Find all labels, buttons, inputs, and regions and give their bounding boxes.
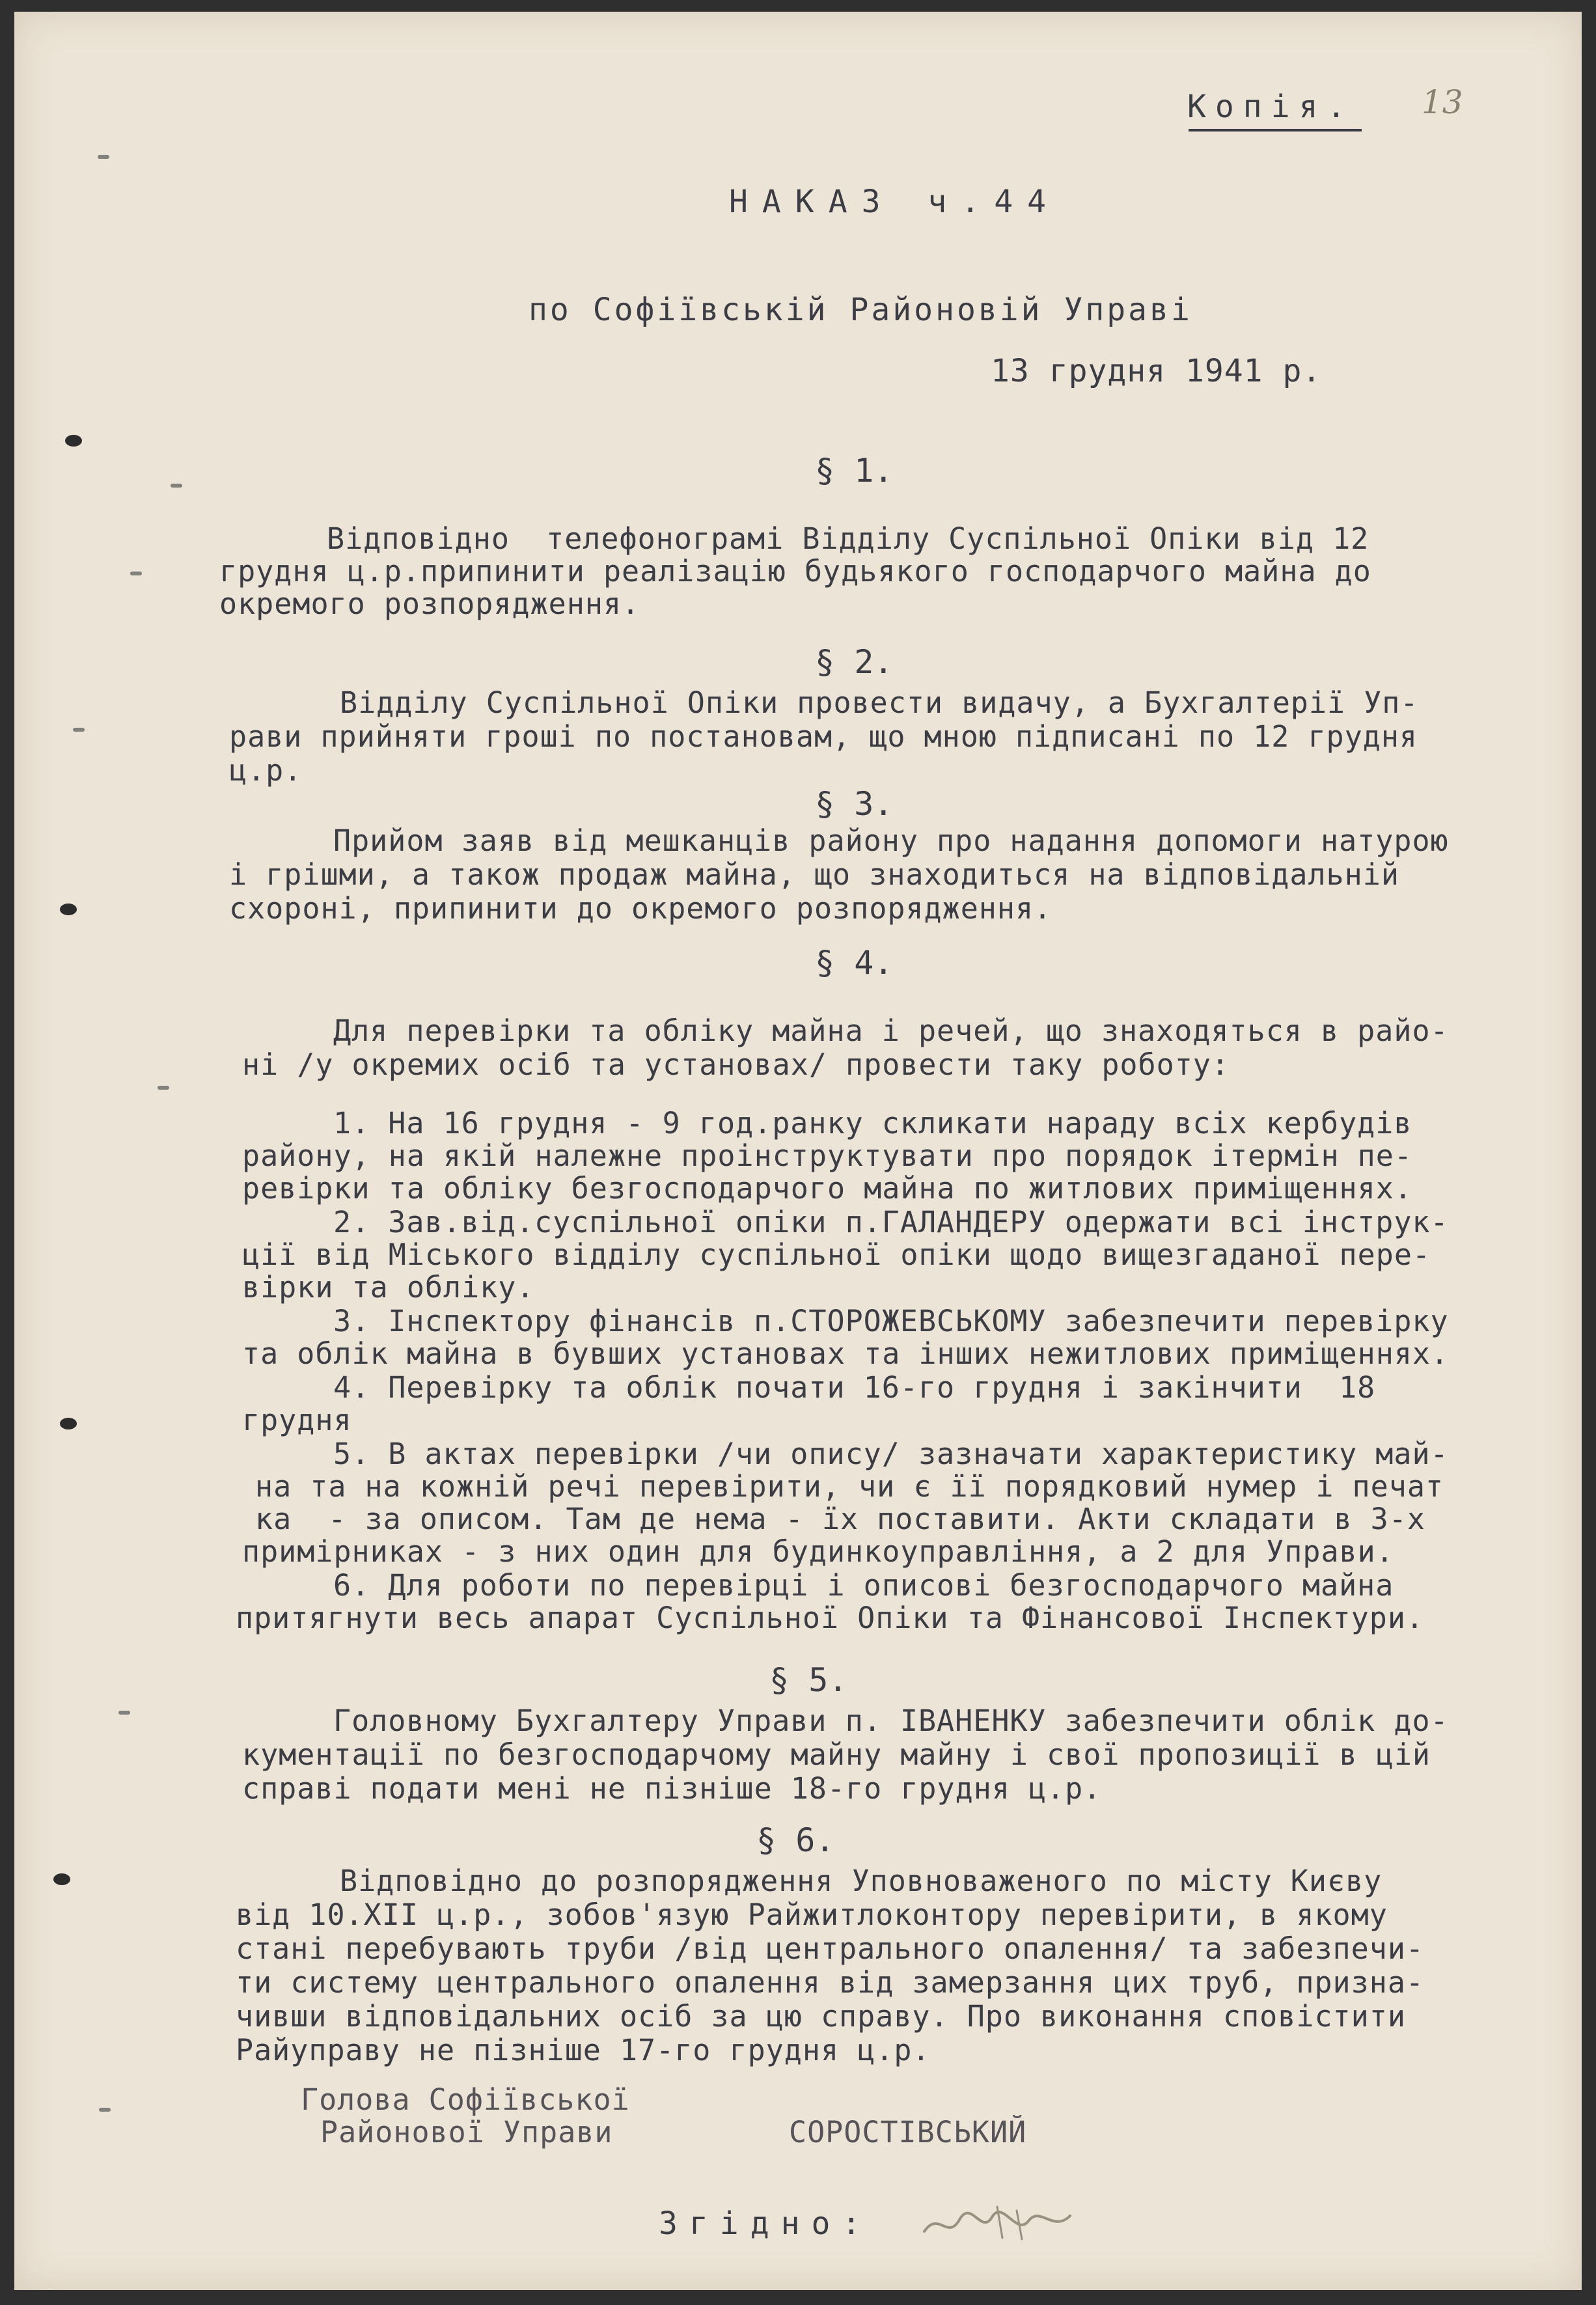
text-line: вірки та обліку. (242, 1270, 535, 1304)
handwritten-signature (919, 2198, 1075, 2250)
text-line: 1. На 16 грудня - 9 год.ранку скликати нараду всіх кербудів (333, 1106, 1412, 1140)
punch-hole-mark (65, 435, 82, 447)
signatory-name: СОРОСТІВСЬКИЙ (789, 2115, 1027, 2149)
text-line: Для перевірки та обліку майна і речей, що знаходяться в райо- (333, 1014, 1449, 1048)
punch-hole-mark (53, 1873, 70, 1885)
signatory-title-line-1: Голова Софіївської (301, 2082, 630, 2117)
text-line: ревірки та обліку безгосподарчого майна по житлових приміщеннях. (242, 1171, 1412, 1206)
agreed-label: Згідно: (659, 2205, 873, 2242)
text-line: ти систему центрального опалення від замерзання цих труб, призна- (236, 1965, 1424, 2000)
section-mark: § 2. (815, 643, 894, 681)
margin-mark (158, 1086, 169, 1090)
text-line: окремого розпорядження. (219, 587, 640, 621)
text-line: ції від Міського відділу суспільної опіки щодо вищезгаданої пере- (242, 1237, 1431, 1272)
text-line: Відповідно до розпорядження Уповноваженого по місту Києву (340, 1864, 1383, 1898)
text-line: чивши відповідальних осіб за цю справу. Про виконання сповістити (236, 1999, 1406, 2034)
margin-mark (99, 2108, 111, 2112)
copy-mark: Копія. (1187, 89, 1355, 125)
margin-mark (130, 572, 142, 575)
text-line: рави прийняти гроші по постановам, що мною підписані по 12 грудня (229, 719, 1418, 754)
text-line: 6. Для роботи по перевірці і описові безгосподарчого майна (333, 1568, 1394, 1603)
order-title: НАКАЗ ч.44 (729, 184, 1060, 220)
text-line: притягнути весь апарат Суспільної Опіки та Фінансової Інспектури. (236, 1601, 1424, 1635)
text-line: Головному Бухгалтеру Управи п. ІВАНЕНКУ забезпечити облік до- (333, 1704, 1449, 1738)
text-line: грудня ц.р.припинити реалізацію будьякого господарчого майна до (219, 554, 1371, 588)
punch-hole-mark (60, 904, 77, 915)
text-line: і грішми, а також продаж майна, що знаходиться на відповідальній (229, 857, 1399, 892)
order-issuer: по Софіївській Районовій Управі (529, 292, 1192, 328)
copy-mark-underline (1189, 129, 1362, 131)
text-line: примірниках - з них один для будинкоуправління, а 2 для Управи. (242, 1534, 1394, 1569)
text-line: Прийом заяв від мешканців району про надання допомоги натурою (333, 823, 1449, 858)
text-line: ні /у окремих осіб та установах/ провести таку роботу: (242, 1047, 1230, 1082)
text-line: 3. Інспектору фінансів п.СТОРОЖЕВСЬКОМУ забезпечити перевірку (333, 1304, 1449, 1338)
text-line: на та на кожній речі перевірити, чи є її порядковий нумер і печат (255, 1469, 1444, 1504)
text-line: грудня (242, 1403, 352, 1437)
text-line: від 10.XII ц.р., зобов'язую Райжитлоконтору перевірити, в якому (236, 1898, 1388, 1932)
text-line: Відповідно телефонограмі Відділу Суспільної Опіки від 12 (327, 521, 1369, 556)
text-line: 2. Зав.від.суспільної опіки п.ГАЛАНДЕРУ одержати всі інструк- (333, 1205, 1449, 1239)
document-page (14, 12, 1582, 2290)
text-line: та облік майна в бувших установах та інших нежитлових приміщеннях. (242, 1336, 1450, 1371)
text-line: Відділу Суспільної Опіки провести видачу, а Бухгалтерії Уп- (340, 685, 1419, 720)
text-line: Райуправу не пізніше 17-го грудня ц.р. (236, 2033, 931, 2067)
section-mark: § 5. (769, 1661, 848, 1699)
text-line: ц.р. (229, 753, 303, 788)
text-line: району, на якій належне проінструктувати про порядок ітермін пе- (242, 1139, 1412, 1173)
margin-mark (73, 728, 85, 732)
signatory-title-line-2: Районової Управи (320, 2115, 613, 2149)
text-line: 5. В актах перевірки /чи опису/ зазначати характеристику май- (333, 1437, 1449, 1471)
order-date: 13 грудня 1941 р. (991, 353, 1322, 389)
text-line: ка - за описом. Там де нема - їх поставити. Акти складати в 3-х (255, 1502, 1425, 1536)
section-mark: § 4. (815, 944, 894, 982)
margin-mark (98, 155, 109, 159)
section-mark: § 3. (815, 785, 894, 823)
page-number-handwritten: 13 (1422, 83, 1463, 121)
text-line: стані перебувають труби /від центрального опалення/ та забезпечи- (236, 1931, 1424, 1966)
punch-hole-mark (60, 1418, 77, 1429)
text-line: 4. Перевірку та облік почати 16-го грудня і закінчити 18 (333, 1370, 1376, 1405)
section-mark: § 1. (815, 452, 894, 490)
margin-mark (171, 484, 182, 488)
text-line: справі подати мені не пізніше 18-го грудня ц.р. (242, 1771, 1102, 1806)
text-line: схороні, припинити до окремого розпорядження. (229, 891, 1053, 926)
section-mark: § 6. (756, 1821, 835, 1859)
margin-mark (118, 1711, 130, 1715)
text-line: кументації по безгосподарчому майну майну і свої пропозиції в цій (242, 1737, 1431, 1772)
